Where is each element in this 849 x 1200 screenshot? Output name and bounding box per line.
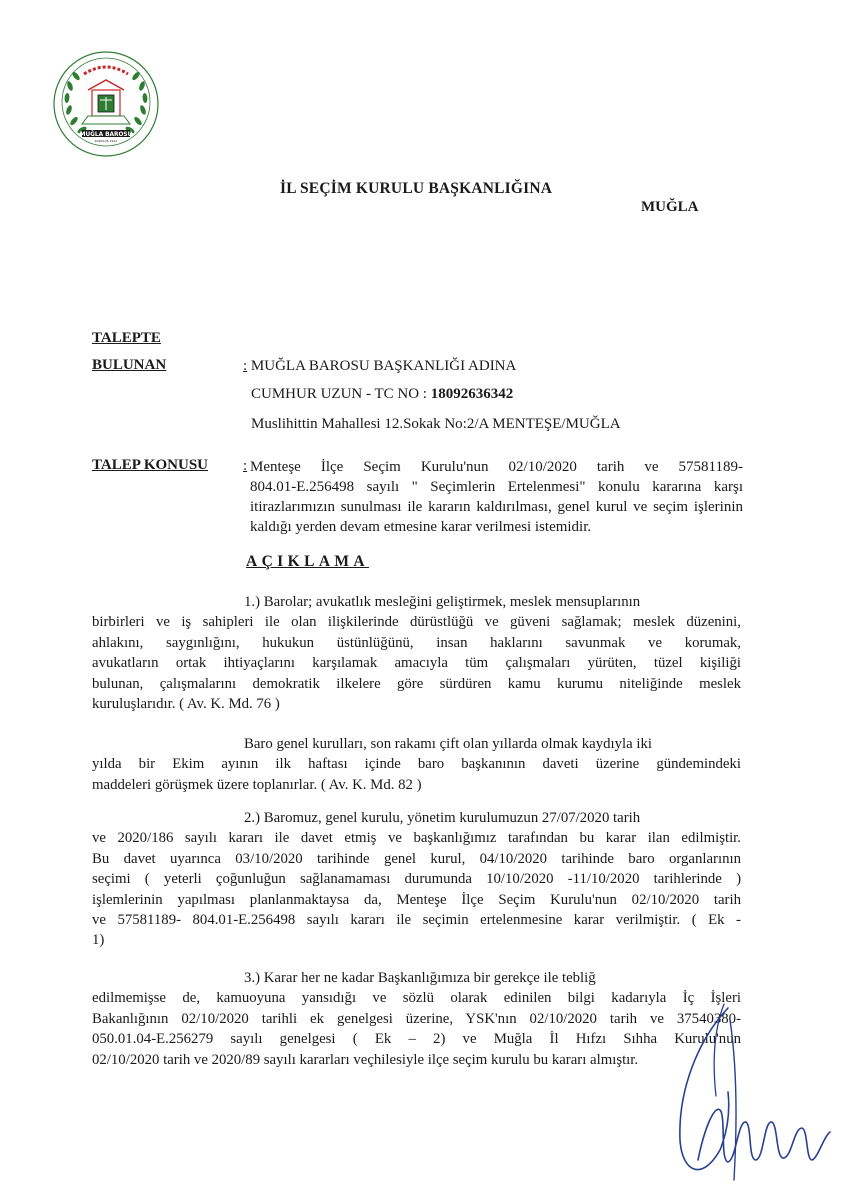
paragraph-line: ve 2020/186 sayılı kararı ile davet etmiş ve başkanlığımız tarafından bu karar ilan edilmiştir. [92,830,741,847]
paragraph-line: edilmemişse de, kamuoyuna yansıdığı ve sözlü olarak edinilen bilgi kadarıyla İç İşleri [92,990,741,1007]
bar-association-logo [52,50,160,158]
paragraph-1 [92,592,741,714]
paragraph-line: Baro genel kurulları, son rakamı çift olan yıllarda olmak kaydıyla iki [244,736,653,752]
addressee-city: MUĞLA [641,199,699,215]
paragraph-line: yılda bir Ekim ayının ilk haftası içinde baro başkanının daveti üzerine gündemindeki [92,756,741,773]
paragraph-line: işlemlerinin yapılması planlanmaktaysa da, Menteşe İlçe Seçim Kurulu'nun 02/10/2020 tarih [92,891,741,908]
paragraph-line: Bakanlığının 02/10/2020 tarihli ek genelgesi üzerine, YSK'nın 02/10/2020 tarih ve 37540380- [92,1010,741,1027]
paragraph-4 [92,968,741,1070]
logo-text: MUĞLA BAROSU [79,131,133,138]
paragraph-line: avukatların ortak ihtiyaçlarını karşılamak amacıyla tüm çalışmaları yürüten, tüzel kişiliği [92,655,741,672]
paragraph-line: 1) [92,932,105,949]
paragraph-2 [92,734,741,795]
paragraph-line: ahlakını, saygınlığını, hukukun üstünlüğünü, insan haklarını savunmak ve korumak, [92,634,741,651]
paragraph-3 [92,808,741,951]
applicant-person-text: CUMHUR UZUN - TC NO : [251,386,431,402]
paragraph-line: ve 57581189- 804.01-E.256498 sayılı kararı ile seçimin ertelenmesine karar verilmiştir. ( Ek - [92,912,741,929]
paragraph-line: bulunan, çalışmalarını demokratik ilkelere göre sürdüren kamu kurumu niteliğinde meslek [92,675,741,692]
subject-text-rest: 804.01-E.256498 sayılı " Seçimlerin Ertelenmesi" konulu kararına karşı itirazlarımızın sunulması ile kararın kaldırılması, genel kurul ve seçim işlerinin kaldığı yerden devam etmesine karar verilmesi istemidir. [250,479,743,535]
paragraph-line: 02/10/2020 tarih ve 2020/89 sayılı kararları veçhilesiyle ilçe seçim kurulu bu kararı almıştır. [92,1051,639,1068]
paragraph-line: birbirleri ve iş sahipleri ile olan ilişkilerinde dürüstlüğü ve güveni sağlamak; meslek düzenini, [92,614,741,631]
paragraph-line: 1.) Barolar; avukatlık mesleğini geliştirmek, meslek mensuplarının [244,594,641,610]
applicant-address: Muslihittin Mahallesi 12.Sokak No:2/A MENTEŞE/MUĞLA [251,416,621,432]
applicant-name [243,358,516,375]
section-heading: AÇIKLAMA [246,553,370,570]
paragraph-line: kuruluşlarıdır. ( Av. K. Md. 76 ) [92,696,280,713]
applicant-label-line1: TALEPTE [92,330,161,346]
paragraph-line: 3.) Karar her ne kadar Başkanlığımıza bir gerekçe ile tebliğ [244,970,596,986]
applicant-colon: : [243,358,248,374]
paragraph-line: Bu davet uyarınca 03/10/2020 tarihinde genel kurul, 04/10/2020 tarihinde baro organlarının [92,850,741,867]
logo-subtext: KURULUŞ 1921 [94,139,118,143]
paragraph-line: 2.) Baromuz, genel kurulu, yönetim kurulumuzun 27/07/2020 tarih [244,810,641,826]
applicant-person [251,386,513,403]
paragraph-line: seçimi ( yeterli çoğunluğun sağlanamaması durumunda 10/10/2020 -11/10/2020 tarihlerinde ) [92,871,741,888]
paragraph-line: 050.01.04-E.256279 sayılı genelgesi ( Ek – 2) ve Muğla İl Hıfzı Sıhha Kurulu'nun [92,1031,741,1048]
addressee-title: İL SEÇİM KURULU BAŞKANLIĞINA [280,180,553,197]
paragraph-line: maddeleri görüşmek üzere toplanırlar. ( Av. K. Md. 82 ) [92,776,422,793]
subject-text-line1: Menteşe İlçe Seçim Kurulu'nun 02/10/2020 tarih ve 57581189- [250,459,743,475]
handwritten-signature [690,1010,835,1190]
subject-colon: : [243,458,248,474]
applicant-tc-no: 18092636342 [430,386,514,402]
subject-label: TALEP KONUSU [92,457,208,473]
applicant-label-line2: BULUNAN [92,357,167,373]
applicant-name-text: MUĞLA BAROSU BAŞKANLIĞI ADINA [250,358,517,374]
subject-text [250,457,743,537]
